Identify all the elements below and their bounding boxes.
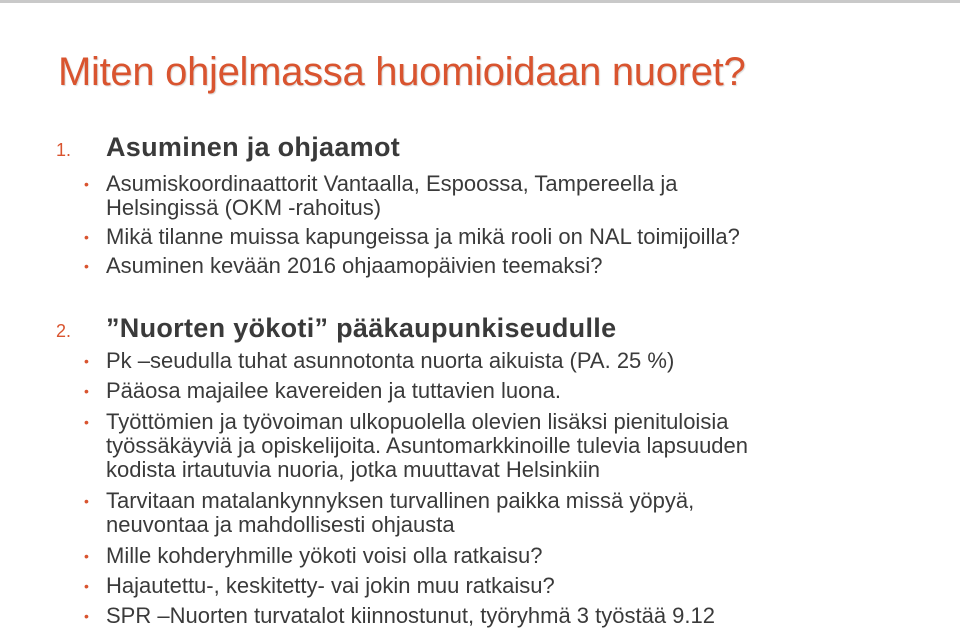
- bullet-line: Työttömien ja työvoiman ulkopuolella olevien lisäksi pienituloisia: [106, 409, 729, 434]
- bullet-line: työssäkäyviä ja opiskelijoita. Asuntomarkkinoille tulevia lapsuuden: [106, 433, 749, 458]
- bullet-item: [84, 254, 740, 278]
- section-heading-text: Asuminen ja ohjaamot: [106, 132, 401, 162]
- section-heading-text: ”Nuorten yökoti” pääkaupunkiseudulle: [106, 313, 617, 343]
- bullet-line: Hajautettu-, keskitetty- vai jokin muu ratkaisu?: [106, 573, 555, 598]
- bullet-line: Tarvitaan matalankynnyksen turvallinen paikka missä yöpyä,: [106, 488, 695, 513]
- bullet-line: Asuminen kevään 2016 ohjaamopäivien teemaksi?: [106, 253, 603, 278]
- section-number: 1.: [56, 140, 72, 160]
- bullet-line: SPR –Nuorten turvatalot kiinnostunut, työryhmä 3 työstää 9.12: [106, 603, 715, 628]
- bullet-line: Pääosa majailee kavereiden ja tuttavien luona.: [106, 378, 561, 403]
- top-divider: [0, 0, 960, 3]
- section-2-bullet-list: [84, 349, 748, 628]
- section-heading-1: [56, 132, 400, 163]
- bullet-item: [84, 604, 748, 628]
- bullet-line: Mille kohderyhmille yökoti voisi olla ratkaisu?: [106, 543, 543, 568]
- bullet-item: [84, 489, 748, 537]
- bullet-line: Helsingissä (OKM -rahoitus): [106, 195, 382, 220]
- section-number: 2.: [56, 321, 72, 341]
- bullet-item: [84, 544, 748, 568]
- bullet-item: [84, 574, 748, 598]
- bullet-line: Mikä tilanne muissa kapungeissa ja mikä rooli on NAL toimijoilla?: [106, 224, 740, 249]
- bullet-line: Asumiskoordinaattorit Vantaalla, Espoossa, Tampereella ja: [106, 171, 678, 196]
- bullet-line: neuvontaa ja mahdollisesti ohjausta: [106, 512, 455, 537]
- bullet-item: [84, 349, 748, 373]
- slide-title: Miten ohjelmassa huomioidaan nuoret?: [58, 50, 746, 94]
- bullet-item: [84, 379, 748, 403]
- bullet-item: [84, 225, 740, 249]
- bullet-item: [84, 410, 748, 482]
- section-heading-2: [56, 313, 616, 344]
- bullet-line: kodista irtautuvia nuoria, jotka muuttavat Helsinkiin: [106, 457, 601, 482]
- section-1-bullet-list: [84, 172, 740, 278]
- bullet-item: [84, 172, 740, 220]
- bullet-line: Pk –seudulla tuhat asunnotonta nuorta aikuista (PA. 25 %): [106, 348, 675, 373]
